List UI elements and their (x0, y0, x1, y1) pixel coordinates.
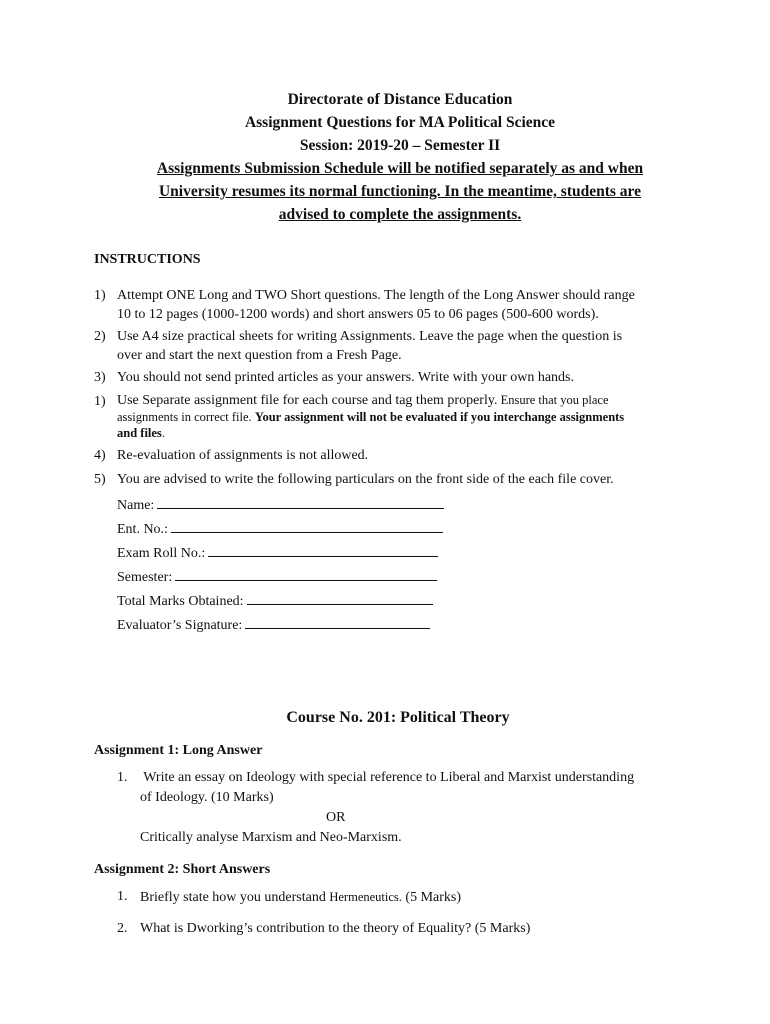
instruction-text: assignments in correct file. (117, 410, 255, 424)
question-text: Briefly state how you understand (140, 890, 330, 905)
course-title: Course No. 201: Political Theory (286, 709, 510, 726)
instruction-number: 3) (94, 370, 106, 385)
instruction-text: Re-evaluation of assignments is not allowed. (117, 448, 369, 463)
assignment-1-question: Write an essay on Ideology with special reference to Liberal and Marxist understanding (140, 770, 635, 785)
field-evaluator-signature (117, 615, 430, 634)
blank-line (171, 519, 443, 533)
instruction-text: Use A4 size practical sheets for writing Assignments. Leave the page when the question is (117, 329, 623, 344)
field-label: Semester: (117, 570, 173, 585)
assignment-1-or: OR (326, 810, 346, 825)
short-question-1 (140, 887, 461, 908)
assignment-2-heading: Assignment 2: Short Answers (94, 862, 271, 877)
assignment-1-alternative: Critically analyse Marxism and Neo-Marxism. (140, 830, 402, 845)
instruction-text: Ensure that you place (497, 393, 609, 407)
short-question-1-number: 1. (117, 889, 128, 904)
header-session: Session: 2019-20 – Semester II (299, 137, 501, 154)
instruction-number: 5) (94, 472, 106, 487)
blank-line (157, 495, 444, 509)
field-enrollment (117, 519, 443, 538)
short-question-2-number: 2. (117, 921, 128, 936)
instruction-text: You are advised to write the following particulars on the front side of the each file cover. (117, 472, 614, 487)
blank-line (208, 543, 438, 557)
blank-line (245, 615, 430, 629)
field-total-marks (117, 591, 433, 610)
field-label: Ent. No.: (117, 522, 168, 537)
notice-line-2: University resumes its normal functioning. In the meantime, students are (158, 183, 642, 200)
instruction-warning: and files (117, 426, 162, 440)
instruction-text: You should not send printed articles as your answers. Write with your own hands. (117, 370, 574, 385)
question-marks: (5 Marks) (401, 890, 462, 905)
instruction-number: 2) (94, 329, 106, 344)
instruction-number: 4) (94, 448, 106, 463)
field-semester (117, 567, 437, 586)
instruction-number: 1) (94, 288, 106, 303)
header-assignment-title: Assignment Questions for MA Political Science (244, 114, 556, 131)
field-label: Total Marks Obtained: (117, 594, 244, 609)
field-label: Exam Roll No.: (117, 546, 206, 561)
instruction-text: Attempt ONE Long and TWO Short questions. The length of the Long Answer should range (117, 288, 635, 303)
instruction-text: . (161, 426, 165, 440)
instruction-text: Use Separate assignment file for each course and tag them properly. (117, 393, 498, 408)
instruction-text: 10 to 12 pages (1000-1200 words) and short answers 05 to 06 pages (500-600 words). (117, 307, 599, 322)
short-question-2: What is Dworking’s contribution to the theory of Equality? (5 Marks) (140, 921, 531, 936)
assignment-1-heading: Assignment 1: Long Answer (94, 743, 263, 758)
header-directorate: Directorate of Distance Education (287, 91, 513, 108)
assignment-1-question-cont: of Ideology. (10 Marks) (140, 790, 274, 805)
instruction-number: 1) (94, 394, 106, 409)
field-label: Name: (117, 498, 155, 513)
document-header (90, 88, 710, 226)
assignment-1-number: 1. (117, 770, 128, 785)
field-exam-roll (117, 543, 438, 562)
notice-line-3: advised to complete the assignments. (278, 206, 522, 223)
blank-line (247, 591, 433, 605)
blank-line (175, 567, 437, 581)
question-term: Hermeneutics. (329, 890, 402, 904)
field-label: Evaluator’s Signature: (117, 618, 243, 633)
instructions-heading: INSTRUCTIONS (94, 252, 201, 267)
notice-line-1: Assignments Submission Schedule will be notified separately as and when (156, 160, 644, 177)
instruction-warning: Your assignment will not be evaluated if you interchange assignments (254, 410, 625, 424)
field-name (117, 495, 444, 514)
instruction-text: over and start the next question from a Fresh Page. (117, 348, 402, 363)
